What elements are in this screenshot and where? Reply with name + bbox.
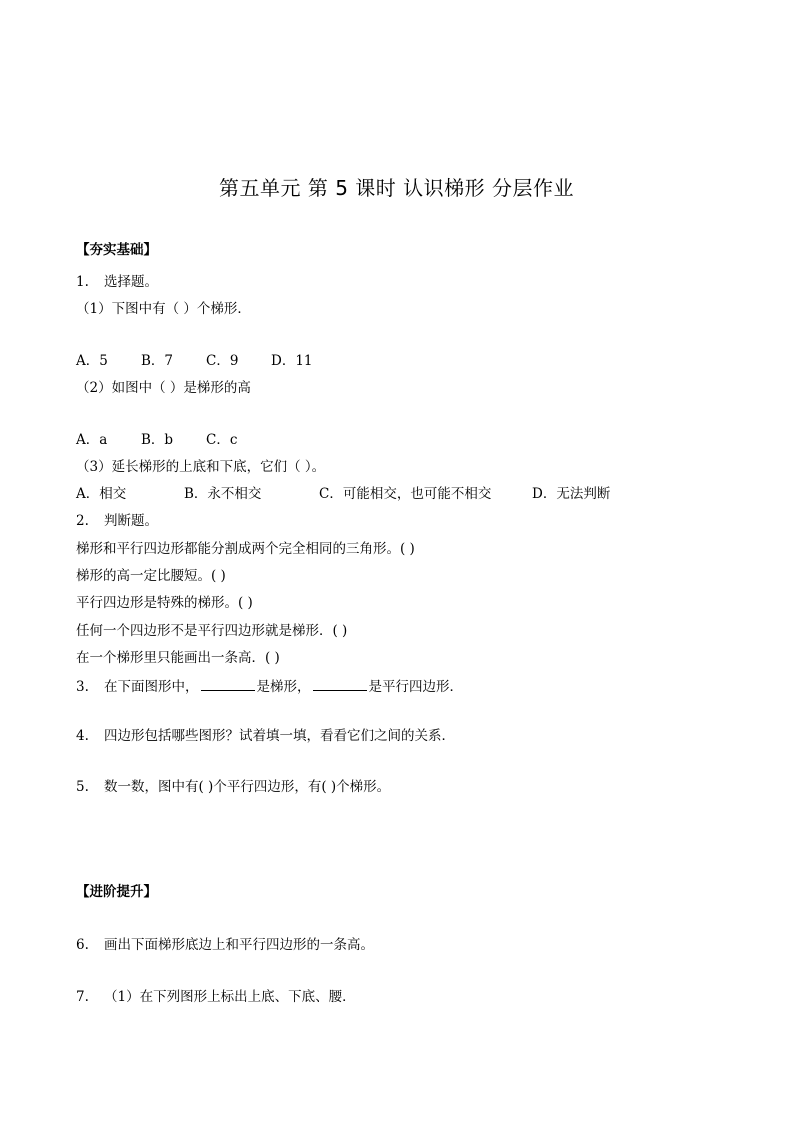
question-1-2-options: [76, 431, 237, 449]
judge-item: 梯形的高一定比腰短。( ): [76, 568, 226, 584]
answer-blank: [313, 677, 367, 691]
section-advanced: 【进阶提升】: [76, 884, 157, 900]
question-number: 3.: [76, 679, 89, 695]
option-a: A．5: [76, 353, 108, 369]
option-a: A．a: [76, 432, 108, 448]
question-number: 2.: [76, 513, 89, 529]
option-b: B．b: [141, 432, 174, 448]
question-text: （1）在下列图形上标出上底、下底、腰．: [104, 989, 356, 1005]
question-5: [76, 778, 390, 796]
question-2: [76, 512, 158, 530]
question-text-pre: 在下面图形中，: [104, 679, 199, 695]
question-text: 选择题。: [104, 274, 158, 290]
judge-item: 梯形和平行四边形都能分割成两个完全相同的三角形。( ): [76, 541, 415, 557]
option-c: C．c: [206, 432, 238, 448]
option-c: C．9: [206, 353, 239, 369]
question-text-post: 是平行四边形．: [368, 679, 463, 695]
judge-item: 在一个梯形里只能画出一条高．( ): [76, 650, 280, 666]
question-number: 7.: [76, 989, 89, 1005]
question-1-1-options: [76, 352, 313, 370]
judge-item: 任何一个四边形不是平行四边形就是梯形．( ): [76, 623, 348, 639]
question-text: 数一数，图中有( )个平行四边形，有( )个梯形。: [104, 779, 391, 795]
question-1-3-text: （3）延长梯形的上底和下底，它们（ ）。: [76, 459, 326, 475]
option-c: C．可能相交，也可能不相交: [319, 486, 492, 502]
option-d: D．无法判断: [532, 486, 611, 502]
answer-blank: [201, 677, 255, 691]
section-basic: 【夯实基础】: [76, 242, 157, 258]
question-6: [76, 936, 374, 954]
question-number: 6.: [76, 937, 89, 953]
question-1-3-options: [76, 485, 610, 503]
option-a: A．相交: [76, 486, 127, 502]
question-number: 4.: [76, 728, 89, 744]
judge-item: 平行四边形是特殊的梯形。( ): [76, 595, 253, 611]
option-d: D．11: [271, 353, 313, 369]
option-b: B．7: [141, 353, 174, 369]
option-b: B．永不相交: [184, 486, 262, 502]
page-title: 第五单元 第 5 课时 认识梯形 分层作业: [218, 176, 574, 200]
question-text-mid: 是梯形，: [256, 679, 311, 695]
question-3: [76, 677, 463, 696]
question-1-1-text: （1）下图中有（ ）个梯形．: [76, 301, 251, 317]
question-1-2-text: （2）如图中（ ）是梯形的高: [76, 380, 251, 396]
question-7: [76, 988, 356, 1006]
question-number: 1.: [76, 274, 89, 290]
question-text: 画出下面梯形底边上和平行四边形的一条高。: [104, 937, 374, 953]
question-text: 四边形包括哪些图形？试着填一填，看看它们之间的关系．: [104, 728, 455, 744]
question-number: 5.: [76, 779, 89, 795]
question-1: [76, 273, 158, 291]
question-4: [76, 727, 455, 745]
question-text: 判断题。: [104, 513, 158, 529]
